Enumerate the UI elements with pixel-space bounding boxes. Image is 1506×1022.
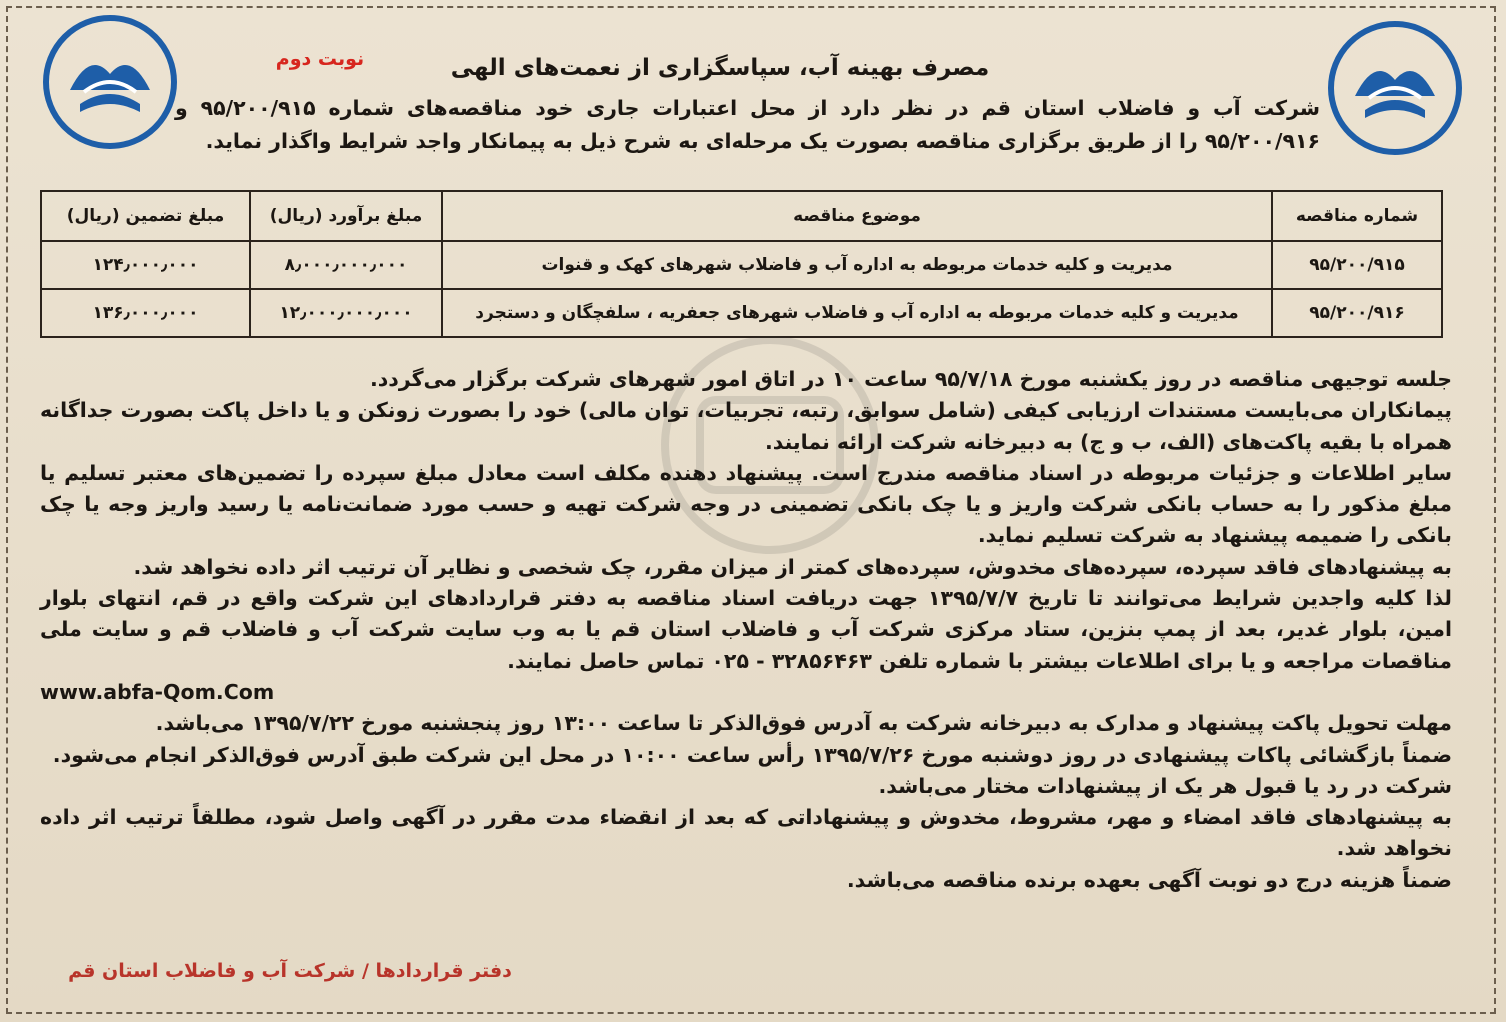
deposit-paragraph: سایر اطلاعات و جزئیات مربوطه در اسناد مناقصه مندرج است. پیشنهاد دهنده مکلف است معادل مبلغ سپرده را تضمین‌های معتبر تسلیم یا مبلغ مذکور را به حساب بانکی شرکت واریز و یا چک بانکی تضمینی در وجه شرکت تهیه و حسب مورد ضمانت‌نامه یا رسید واریز وجه یا چک بانکی را ضمیمه پیشنهاد به شرکت تسلیم نماید. (40, 460, 1452, 548)
tender-guarantee: ۱۲۴٫۰۰۰٫۰۰۰ (41, 241, 250, 289)
briefing-paragraph: جلسه توجیهی مناقصه در روز یکشنبه مورخ ۹۵/۷/۱۸ ساعت ۱۰ در اتاق امور شهرهای شرکت برگزار می‌گردد. (369, 367, 1452, 391)
tenders-table (40, 190, 1443, 338)
header-estimate-amount: مبلغ برآورد (ریال) (250, 191, 442, 241)
header-tender-number: شماره مناقصه (1272, 191, 1442, 241)
qualification-paragraph: پیمانکاران می‌بایست مستندات ارزیابی کیفی (شامل سوابق، رتبه، تجربیات، توان مالی) خود را بصورت زونکن و یا داخل پاکت بصورت جداگانه همراه با بقیه پاکت‌های (الف، ب و ج) به دبیرخانه شرکت ارائه نمایند. (40, 398, 1452, 454)
company-logo-icon (1325, 18, 1465, 158)
table-row (41, 241, 1442, 289)
header-guarantee-amount: مبلغ تضمین (ریال) (41, 191, 250, 241)
signature: دفتر قراردادها / شرکت آب و فاضلاب استان قم (68, 960, 512, 982)
tender-estimate: ۱۲٫۰۰۰٫۰۰۰٫۰۰۰ (250, 289, 442, 337)
tender-guarantee: ۱۳۶٫۰۰۰٫۰۰۰ (41, 289, 250, 337)
tender-subject: مدیریت و کلیه خدمات مربوطه به اداره آب و فاضلاب شهرهای جعفریه ، سلفچگان و دستجرد (442, 289, 1272, 337)
tender-number: ۹۵/۲۰۰/۹۱۶ (1272, 289, 1442, 337)
tender-estimate: ۸٫۰۰۰٫۰۰۰٫۰۰۰ (250, 241, 442, 289)
ad-cost-paragraph: ضمناً هزینه درج دو نوبت آگهی بعهده برنده مناقصه می‌باشد. (846, 867, 1452, 892)
tender-number: ۹۵/۲۰۰/۹۱۵ (1272, 241, 1442, 289)
documents-paragraph: لذا کلیه واجدین شرایط می‌توانند تا تاریخ ۱۳۹۵/۷/۷ جهت دریافت اسناد مناقصه به دفتر قراردادهای این شرکت واقع در قم، انتهای بلوار امین، بلوار غدیر، بعد از پمپ بنزین، ستاد مرکزی شرکت آب و فاضلاب استان قم یا به وب سایت شرکت آب و فاضلاب قم و سایت ملی مناقصات مراجعه و یا برای اطلاعات بیشتر با شماره تلفن ۳۲۸۵۶۴۶۳ - ۰۲۵ تماس حاصل نمایند. (40, 586, 1452, 673)
tender-subject: مدیریت و کلیه خدمات مربوطه به اداره آب و فاضلاب شهرهای کهک و قنوات (442, 241, 1272, 289)
headline: مصرف بهینه آب، سپاسگزاری از نعمت‌های الهی (450, 55, 990, 81)
rights-paragraph: شرکت در رد یا قبول هر یک از پیشنهادات مختار می‌باشد. (878, 773, 1452, 798)
website-link[interactable]: www.abfa-Qom.Com (40, 679, 275, 704)
notice-body (40, 364, 1452, 896)
round-label: نوبت دوم (275, 48, 365, 70)
header-tender-subject: موضوع مناقصه (442, 191, 1272, 241)
company-logo-icon (40, 12, 180, 152)
opening-paragraph: ضمناً بازگشائی پاکات پیشنهادی در روز دوشنبه مورخ ۱۳۹۵/۷/۲۶ رأس ساعت ۱۰:۰۰ در محل این شرکت طبق آدرس فوق‌الذکر انجام می‌شود. (52, 742, 1452, 767)
invalid-bids-paragraph: به پیشنهادهای فاقد امضاء و مهر، مشروط، مخدوش و پیشنهاداتی که بعد از انقضاء مدت مقرر در آگهی واصل شود، مطلقاً ترتیب اثر داده نخواهد شد. (40, 805, 1452, 861)
table-header-row (41, 191, 1442, 241)
intro-paragraph: شرکت آب و فاضلاب استان قم در نظر دارد از محل اعتبارات جاری خود مناقصه‌های شماره ۹۵/۲۰۰/۹۱۵ و ۹۵/۲۰۰/۹۱۶ را از طریق برگزاری مناقصه بصورت یک مرحله‌ای به شرح ذیل به پیمانکار واجد شرایط واگذار نماید. (175, 96, 1320, 153)
deadline-paragraph: مهلت تحویل پاکت پیشنهاد و مدارک به دبیرخانه شرکت به آدرس فوق‌الذکر تا ساعت ۱۳:۰۰ روز پنجشنبه مورخ ۱۳۹۵/۷/۲۲ می‌باشد. (155, 711, 1452, 736)
invalid-deposit-paragraph: به پیشنهادهای فاقد سپرده، سپرده‌های مخدوش، سپرده‌های کمتر از میزان مقرر، چک شخصی و نظایر آن ترتیب اثر داده نخواهد شد. (133, 554, 1452, 579)
